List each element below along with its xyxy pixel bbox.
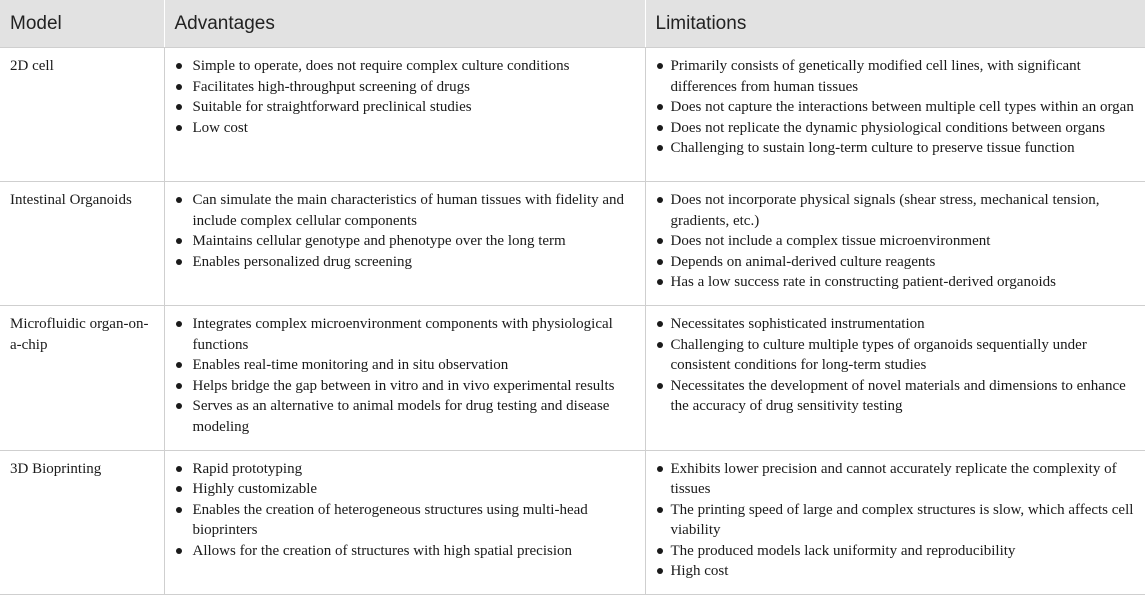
advantages-list (175, 459, 637, 562)
advantage-item: Maintains cellular genotype and phenotype over the long term (175, 231, 637, 252)
limitation-item: Necessitates sophisticated instrumentation (656, 314, 1138, 335)
advantage-item: Enables the creation of heterogeneous structures using multi-head bioprinters (175, 500, 637, 541)
advantages-cell (164, 182, 645, 306)
limitations-list (656, 314, 1138, 417)
limitations-list (656, 190, 1138, 293)
advantage-item: Helps bridge the gap between in vitro and in vivo experimental results (175, 376, 637, 397)
model-name: Microfluidic organ-on-a-chip (10, 316, 149, 353)
table-header (0, 0, 1145, 48)
advantages-cell (164, 306, 645, 450)
table-row (0, 450, 1145, 594)
limitations-list (656, 459, 1138, 582)
advantage-item: Enables personalized drug screening (175, 252, 637, 273)
header-model: Model (0, 0, 164, 48)
limitations-cell (645, 48, 1145, 182)
limitation-item: High cost (656, 561, 1138, 582)
model-cell (0, 182, 164, 306)
limitation-item: Challenging to culture multiple types of organoids sequentially under consistent conditions for long-term studies (656, 335, 1138, 376)
advantages-list (175, 190, 637, 272)
advantage-item: Suitable for straightforward preclinical studies (175, 97, 637, 118)
advantage-item: Integrates complex microenvironment components with physiological functions (175, 314, 637, 355)
model-name: 2D cell (10, 58, 54, 74)
model-name: 3D Bioprinting (10, 460, 102, 477)
model-name: Intestinal Organoids (10, 192, 132, 209)
advantages-list (175, 314, 637, 437)
limitations-list (656, 56, 1138, 159)
limitation-item: Has a low success rate in constructing patient-derived organoids (656, 272, 1138, 293)
limitation-item: Challenging to sustain long-term culture to preserve tissue function (656, 138, 1138, 159)
limitation-item: Depends on animal-derived culture reagents (656, 252, 1138, 273)
advantage-item: Serves as an alternative to animal models for drug testing and disease modeling (175, 396, 637, 437)
advantage-item: Low cost (175, 118, 637, 139)
limitation-item: Primarily consists of genetically modified cell lines, with significant differences from human tissues (656, 56, 1138, 97)
limitation-item: Necessitates the development of novel materials and dimensions to enhance the accuracy of drug sensitivity testing (656, 376, 1138, 417)
advantage-item: Enables real-time monitoring and in situ observation (175, 355, 637, 376)
model-cell (0, 48, 164, 182)
advantage-item: Facilitates high-throughput screening of drugs (175, 77, 637, 98)
header-limitations: Limitations (645, 0, 1145, 48)
advantages-cell (164, 48, 645, 182)
limitations-cell (645, 306, 1145, 450)
model-cell (0, 450, 164, 594)
limitation-item: Does not capture the interactions between multiple cell types within an organ (656, 97, 1138, 118)
advantages-cell (164, 450, 645, 594)
limitation-item: Does not replicate the dynamic physiological conditions between organs (656, 118, 1138, 139)
limitation-item: Does not incorporate physical signals (shear stress, mechanical tension, gradients, etc.) (656, 190, 1138, 231)
advantage-item: Allows for the creation of structures with high spatial precision (175, 541, 637, 562)
advantage-item: Can simulate the main characteristics of human tissues with fidelity and include complex cellular components (175, 190, 637, 231)
table-row (0, 48, 1145, 182)
limitations-cell (645, 182, 1145, 306)
advantage-item: Simple to operate, does not require complex culture conditions (175, 56, 637, 77)
limitation-item: The produced models lack uniformity and reproducibility (656, 541, 1138, 562)
advantage-item: Rapid prototyping (175, 459, 637, 480)
limitation-item: Does not include a complex tissue microenvironment (656, 231, 1138, 252)
advantages-list (175, 56, 637, 138)
table-row (0, 182, 1145, 306)
table-row (0, 306, 1145, 450)
limitation-item: Exhibits lower precision and cannot accurately replicate the complexity of tissues (656, 459, 1138, 500)
limitations-cell (645, 450, 1145, 594)
model-cell (0, 306, 164, 450)
header-row (0, 0, 1145, 48)
advantage-item: Highly customizable (175, 479, 637, 500)
limitation-item: The printing speed of large and complex structures is slow, which affects cell viability (656, 500, 1138, 541)
table-body (0, 48, 1145, 595)
header-advantages: Advantages (164, 0, 645, 48)
